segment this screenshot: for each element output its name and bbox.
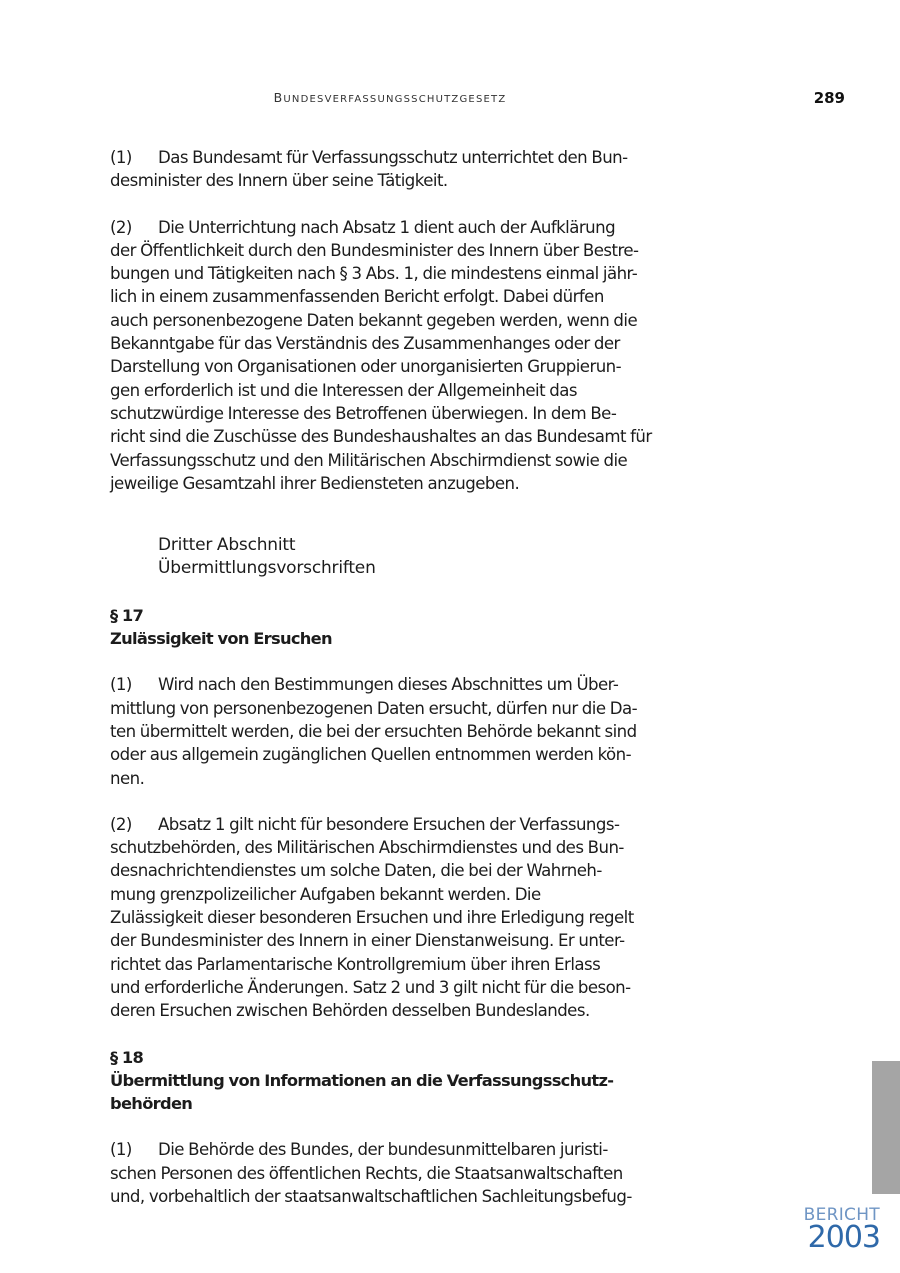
running-header bbox=[0, 90, 780, 105]
paragraph-number: (1) bbox=[110, 148, 132, 167]
text-line: richt sind die Zuschüsse des Bundeshaushaltes an das Bundesamt für bbox=[110, 427, 652, 447]
report-word: BERICHT bbox=[803, 1205, 880, 1225]
text-line: desnachrichtendienstes um solche Daten, die bei der Wahrneh- bbox=[110, 861, 602, 881]
text-line: auch personenbezogene Daten bekannt gegeben werden, wenn die bbox=[110, 310, 638, 330]
text-line: und, vorbehaltlich der staatsanwaltschaftlichen Sachleitungsbefug- bbox=[110, 1186, 632, 1206]
text-line bbox=[110, 146, 670, 169]
text-line bbox=[110, 673, 670, 696]
paragraph-number: (1) bbox=[110, 1140, 132, 1160]
side-thumb-tab bbox=[872, 1061, 900, 1194]
paragraph-number: (2) bbox=[110, 814, 132, 834]
text-line: Zulässigkeit dieser besonderen Ersuchen und ihre Erledigung regelt bbox=[110, 908, 634, 928]
line-text: Wird nach den Bestimmungen dieses Abschnittes um Über- bbox=[158, 675, 619, 695]
text-line: lich in einem zusammenfassenden Bericht erfolgt. Dabei dürfen bbox=[110, 287, 604, 307]
text-line: der Öffentlichkeit durch den Bundesminister des Innern über Bestre- bbox=[110, 240, 639, 260]
text-line: schutzwürdige Interesse des Betroffenen überwiegen. In dem Be- bbox=[110, 403, 617, 423]
text-line: Verfassungsschutz und den Militärischen Abschirmdienst sowie die bbox=[110, 450, 628, 470]
line-text: Die Behörde des Bundes, der bundesunmittelbaren juristi- bbox=[158, 1140, 608, 1160]
report-logo bbox=[804, 1205, 880, 1253]
text-line: ten übermittelt werden, die bei der ersuchten Behörde bekannt sind bbox=[110, 721, 637, 741]
text-line: der Bundesminister des Innern in einer Dienstanweisung. Er unter- bbox=[110, 931, 625, 951]
text-line: schutzbehörden, des Militärischen Abschirmdienstes und des Bun- bbox=[110, 838, 624, 858]
section-18-title-line2: behörden bbox=[110, 1094, 193, 1114]
paragraph-2 bbox=[110, 216, 670, 496]
section-18-number: § 18 bbox=[110, 1047, 144, 1067]
text-line: mittlung von personenbezogenen Daten ersucht, dürfen nur die Da- bbox=[110, 698, 638, 718]
chapter-number: Dritter Abschnitt bbox=[158, 535, 296, 556]
text-line: schen Personen des öffentlichen Rechts, die Staatsanwaltschaften bbox=[110, 1163, 623, 1183]
text-line: gen erforderlich ist und die Interessen der Allgemeinheit das bbox=[110, 380, 577, 400]
text-line: oder aus allgemein zugänglichen Quellen entnommen werden kön- bbox=[110, 745, 632, 765]
text-line: deren Ersuchen zwischen Behörden desselben Bundeslandes. bbox=[110, 1001, 590, 1021]
line-text: Die Unterrichtung nach Absatz 1 dient auch der Aufklärung bbox=[158, 217, 616, 237]
section-18-title-line1: Übermittlung von Informationen an die Verfassungsschutz- bbox=[110, 1070, 614, 1090]
line-text: Absatz 1 gilt nicht für besondere Ersuchen der Verfassungs- bbox=[158, 814, 620, 834]
text-line: bungen und Tätigkeiten nach § 3 Abs. 1, die mindestens einmal jähr- bbox=[110, 264, 638, 284]
report-year: 2003 bbox=[807, 1220, 880, 1255]
running-header-initial: B bbox=[273, 90, 284, 105]
section-17-paragraph-2 bbox=[110, 813, 670, 1023]
text-line: desminister des Innern über seine Tätigkeit. bbox=[110, 171, 448, 191]
section-17-title: Zulässigkeit von Ersuchen bbox=[110, 629, 332, 649]
text-line bbox=[110, 216, 670, 239]
page-number: 289 bbox=[813, 89, 845, 107]
text-line: mung grenzpolizeilicher Aufgaben bekannt werden. Die bbox=[110, 884, 541, 904]
section-18-paragraph-1 bbox=[110, 1138, 670, 1208]
paragraph-1 bbox=[110, 146, 670, 193]
chapter-title: Übermittlungsvorschriften bbox=[158, 558, 376, 579]
text-line: Darstellung von Organisationen oder unorganisierten Gruppierun- bbox=[110, 357, 622, 377]
text-line: jeweilige Gesamtzahl ihrer Bediensteten anzugeben. bbox=[110, 473, 520, 493]
running-header-rest: UNDESVERFASSUNGSSCHUTZGESETZ bbox=[283, 94, 507, 105]
text-line: nen. bbox=[110, 768, 145, 788]
text-line bbox=[110, 813, 670, 836]
text-line: Bekanntgabe für das Verständnis des Zusammenhanges oder der bbox=[110, 334, 620, 354]
paragraph-number: (2) bbox=[110, 217, 132, 237]
text-line: und erforderliche Änderungen. Satz 2 und 3 gilt nicht für die beson- bbox=[110, 977, 631, 997]
document-body bbox=[110, 146, 670, 1208]
section-17-number: § 17 bbox=[110, 605, 144, 625]
chapter-heading bbox=[110, 534, 670, 581]
text-line: richtet das Parlamentarische Kontrollgremium über ihren Erlass bbox=[110, 954, 601, 974]
paragraph-number: (1) bbox=[110, 675, 132, 695]
section-17-paragraph-1 bbox=[110, 673, 670, 789]
line-text: Das Bundesamt für Verfassungsschutz unterrichtet den Bun- bbox=[158, 148, 628, 167]
text-line bbox=[110, 1138, 670, 1161]
